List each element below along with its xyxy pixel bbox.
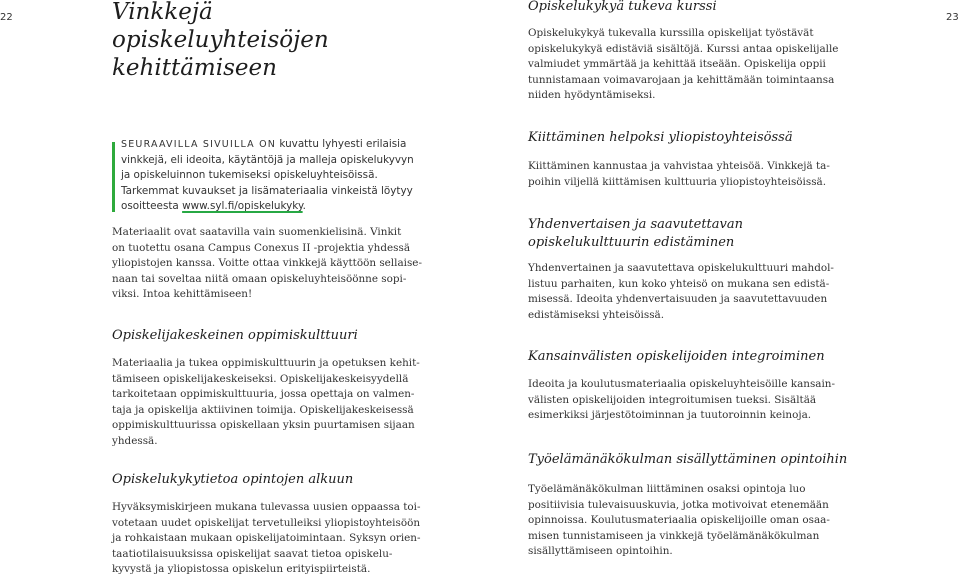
section-student-centered <box>112 327 442 449</box>
intro-line-1 <box>121 137 431 153</box>
materials-line: viksi. Intoa kehittämiseen! <box>112 288 253 300</box>
intro-line-5-prefix: osoitteesta <box>121 200 183 213</box>
section-line: opiskelukykyä edistäviä sisältöjä. Kurssi antaa opiskelijalle <box>528 42 839 55</box>
section-line: taatiotilaisuuksissa opiskelijat saavat tietoa opiskelu- <box>112 547 393 560</box>
intro-line-4: Tarkemmat kuvaukset ja lisämateriaalia vinkeistä löytyy <box>121 184 413 197</box>
materials-line: naan tai soveltaa niitä omaan opiskeluyhteisöönne sopi- <box>112 272 407 285</box>
intro-line-1-text: kuvattu lyhyesti erilaisia <box>276 138 407 150</box>
page-title-line-1: Vinkkejä opiskeluyhteisöjen <box>112 0 329 53</box>
section-line: valmiudet ymmärtää ja kehittää itseään. Opiskelija oppii <box>528 58 826 70</box>
section-line: Työelämänäkökulman liittäminen osaksi opintoja luo <box>528 483 806 495</box>
section-line: Hyväksymiskirjeen mukana tulevassa uusien oppaassa toi- <box>112 501 421 513</box>
section-line: edistämiseksi yhteisöissä. <box>528 308 665 321</box>
page-number-left: 22 <box>0 12 13 23</box>
section-line: esimerkiksi järjestötoiminnan ja tuutoroinnin keinoja. <box>528 409 812 421</box>
section-heading: Kansainvälisten opiskelijoiden integroiminen <box>528 349 825 364</box>
intro-line-5 <box>121 199 431 215</box>
section-heading: Työelämänäkökulman sisällyttäminen opintoihin <box>528 452 848 467</box>
section-line: misen tunnistamiseen ja vinkkejä työelämänäkökulman <box>528 529 820 542</box>
section-line: Kiittäminen kannustaa ja vahvistaa yhteisöä. Vinkkejä ta- <box>528 160 830 172</box>
materials-line: yliopistojen kanssa. Voitte ottaa vinkkejä käyttöön sellaise- <box>112 257 422 269</box>
intro-block <box>121 137 431 215</box>
section-equality <box>528 216 858 323</box>
section-international <box>528 348 858 424</box>
section-heading: Opiskelijakeskeinen oppimiskulttuuri <box>112 328 358 343</box>
section-line: Ideoita ja koulutusmateriaalia opiskeluyhteisöille kansain- <box>528 378 836 390</box>
section-course <box>528 0 858 104</box>
section-heading-line-1: Yhdenvertaisen ja saavutettavan <box>528 217 743 232</box>
intro-lead-caps: SEURAAVILLA SIVUILLA ON <box>121 139 277 150</box>
page-number-right: 23 <box>946 12 959 23</box>
materials-paragraph <box>112 225 432 303</box>
section-working-life <box>528 451 858 560</box>
intro-line-2: vinkkejä, eli ideoita, käytäntöjä ja malleja opiskelukyvyn <box>121 153 414 166</box>
materials-line: on tuotettu osana Campus Conexus II -projektia yhdessä <box>112 241 411 254</box>
intro-line-5-suffix: . <box>302 200 306 213</box>
section-line: niiden hyödyntämiseksi. <box>528 89 656 101</box>
section-heading: Opiskelukykytietoa opintojen alkuun <box>112 472 354 487</box>
page-title <box>112 0 412 82</box>
section-line: misessä. Ideoita yhdenvertaisuuden ja saavutettavuuden <box>528 293 828 305</box>
section-line: Yhdenvertainen ja saavutettava opiskelukulttuuri mahdol- <box>528 262 834 274</box>
section-line: yhdessä. <box>112 434 158 447</box>
section-line: taja ja opiskelija aktiivinen toimija. Opiskelijakeskeisessä <box>112 403 414 416</box>
section-line: Opiskelukykyä tukevalla kurssilla opiskelijat työstävät <box>528 27 814 39</box>
section-line: positiivisia tulevaisuuskuvia, jotka motivoivat etenemään <box>528 498 829 511</box>
section-line: opinnoissa. Koulutusmateriaalia opiskelijoille oman osaa- <box>528 514 830 526</box>
section-heading: Opiskelukykyä tukeva kurssi <box>528 0 717 14</box>
page-title-line-2: kehittämiseen <box>112 55 277 81</box>
section-gratitude <box>528 129 858 190</box>
section-line: tarkoitetaan oppimiskulttuuria, jossa opettaja on valmen- <box>112 388 415 400</box>
intro-line-3: ja opiskeluinnon tukemiseksi opiskeluyhteisöissä. <box>121 169 378 182</box>
section-study-start <box>112 471 442 578</box>
intro-accent-bar <box>112 142 115 212</box>
section-line: kyvystä ja yliopistossa opiskelun erityispiirteistä. <box>112 563 371 575</box>
section-line: votetaan uudet opiskelijat tervetulleiksi yliopistoyhteisöön <box>112 516 421 529</box>
section-line: Materiaalia ja tukea oppimiskulttuurin ja opetuksen kehit- <box>112 357 420 369</box>
section-line: välisten opiskelijoiden integroitumisen tueksi. Sisältää <box>528 393 817 406</box>
section-line: listuu parhaiten, kun koko yhteisö on mukana sen edistä- <box>528 277 830 290</box>
section-line: oppimiskulttuurissa opiskellaan yksin puurtamisen sijaan <box>112 419 415 431</box>
section-line: poihin viljellä kiittämisen kulttuuria yliopistoyhteisöissä. <box>528 175 827 188</box>
section-line: tämiseen opiskelijakeskeiseksi. Opiskelijakeskeisyydellä <box>112 372 409 385</box>
website-link[interactable]: www.syl.fi/opiskelukyky <box>182 200 303 213</box>
section-heading-line-2: opiskelukulttuurin edistäminen <box>528 235 735 250</box>
section-line: tunnistamaan voimavarojaan ja kehittämään toimintaansa <box>528 73 835 86</box>
section-line: sisällyttämiseen opintoihin. <box>528 545 673 557</box>
section-line: ja rohkaistaan mukaan opiskelijatoimintaan. Syksyn orien- <box>112 532 421 544</box>
materials-line: Materiaalit ovat saatavilla vain suomenkielisinä. Vinkit <box>112 226 402 238</box>
section-heading: Kiittäminen helpoksi yliopistoyhteisössä <box>528 130 793 145</box>
